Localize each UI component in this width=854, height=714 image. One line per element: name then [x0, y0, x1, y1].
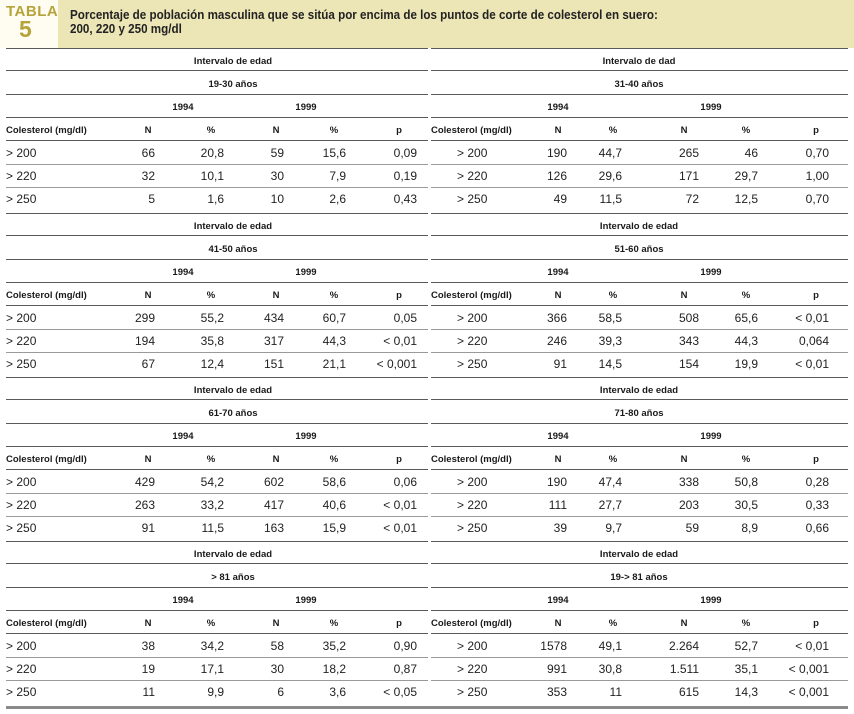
cell-p-value: < 0,01 [383, 521, 417, 535]
cell-n-1999: 154 [678, 357, 699, 371]
cell-n-1994: 5 [148, 192, 155, 206]
cell-pct-1994: 9,7 [605, 521, 622, 535]
cell-pct-1994: 11,5 [201, 521, 224, 535]
row-label: > 200 [6, 639, 37, 653]
cell-pct-1999: 60,7 [322, 311, 346, 325]
cell-p-value: 0,064 [798, 334, 829, 348]
table-header [0, 0, 854, 48]
cell-n-1994: 91 [141, 521, 155, 535]
table-title-line-2: 200, 220 y 250 mg/dl [70, 22, 182, 36]
row-label: > 220 [6, 498, 37, 512]
age-range: 71-80 años [614, 408, 664, 419]
group-label: Intervalo de edad [599, 549, 679, 560]
col-header-n-1999: N [680, 454, 688, 465]
table-row [431, 377, 848, 538]
cell-n-1994: 429 [134, 475, 155, 489]
group-label: Intervalo de edad [193, 221, 273, 232]
cell-pct-1999: 30,5 [734, 498, 758, 512]
cell-n-1994: 299 [134, 311, 155, 325]
row-label: > 220 [6, 169, 37, 183]
age-panel [6, 541, 428, 702]
col-header-n-1999: N [272, 125, 280, 136]
col-header-pct-1994: % [206, 125, 216, 136]
cell-pct-1994: 27,7 [598, 498, 622, 512]
cell-p-value: < 0,01 [383, 498, 417, 512]
cell-n-1994: 19 [141, 662, 155, 676]
col-header-n-1994: N [144, 125, 152, 136]
table-row [6, 377, 428, 538]
year-1999: 1999 [700, 102, 722, 113]
col-header-n-1994: N [554, 290, 562, 301]
group-label: Intervalo de edad [193, 56, 273, 67]
table-number-box [0, 0, 58, 48]
table-row [6, 541, 428, 702]
cell-pct-1994: 20,8 [200, 146, 224, 160]
col-header-p: p [396, 290, 402, 301]
row-label: > 220 [6, 662, 37, 676]
cell-n-1999: 317 [263, 334, 284, 348]
cell-n-1999: 602 [263, 475, 284, 489]
age-range: 61-70 años [208, 408, 258, 419]
col-header-n-1999: N [272, 454, 280, 465]
row-label: > 220 [457, 662, 488, 676]
year-1999: 1999 [295, 102, 317, 113]
cell-pct-1994: 58,5 [598, 311, 622, 325]
cell-pct-1994: 54,2 [200, 475, 224, 489]
cell-p-value: 0,70 [805, 192, 829, 206]
col-header-colesterol: Colesterol (mg/dl) [6, 290, 87, 301]
col-header-colesterol: Colesterol (mg/dl) [431, 618, 512, 629]
cell-n-1999: 59 [270, 146, 284, 160]
year-1994: 1994 [172, 102, 194, 113]
table-title-line-1: Porcentaje de población masculina que se sitúa por encima de los puntos de corte de colesterol en suero: [70, 8, 658, 22]
group-label: Intervalo de edad [599, 385, 679, 396]
cell-p-value: 0,70 [805, 146, 829, 160]
table-row [431, 541, 848, 702]
cell-pct-1994: 12,4 [200, 357, 224, 371]
row-label: > 250 [6, 685, 37, 699]
col-header-p: p [813, 618, 819, 629]
year-1994: 1994 [547, 267, 569, 278]
cell-n-1994: 49 [553, 192, 567, 206]
cell-p-value: 0,33 [805, 498, 829, 512]
cell-pct-1999: 44,3 [322, 334, 346, 348]
age-panel [6, 377, 428, 538]
col-header-pct-1994: % [608, 290, 618, 301]
table-number: 5 [19, 16, 32, 42]
age-panel [431, 213, 848, 374]
cell-n-1994: 991 [546, 662, 567, 676]
cell-pct-1994: 10,1 [200, 169, 224, 183]
age-range: 19-> 81 años [610, 572, 668, 583]
cell-n-1999: 6 [277, 685, 284, 699]
col-header-pct-1999: % [329, 454, 339, 465]
table-row [6, 213, 428, 374]
cell-n-1999: 1.511 [669, 662, 699, 676]
cell-pct-1999: 18,2 [322, 662, 346, 676]
cell-n-1999: 417 [263, 498, 284, 512]
year-1994: 1994 [547, 431, 569, 442]
cell-n-1994: 39 [553, 521, 567, 535]
age-range: 51-60 años [614, 244, 664, 255]
cell-n-1994: 366 [546, 311, 567, 325]
cell-pct-1999: 50,8 [734, 475, 758, 489]
row-label: > 200 [457, 311, 488, 325]
cell-pct-1994: 11,5 [599, 192, 622, 206]
row-label: > 220 [457, 169, 488, 183]
year-1994: 1994 [547, 595, 569, 606]
cell-n-1994: 11 [142, 685, 155, 699]
age-panel [431, 48, 848, 209]
cell-n-1999: 508 [678, 311, 699, 325]
cell-n-1999: 2.264 [668, 639, 699, 653]
cell-n-1999: 72 [685, 192, 699, 206]
age-range: > 81 años [211, 572, 255, 583]
cell-pct-1994: 55,2 [200, 311, 224, 325]
cell-pct-1999: 15,9 [322, 521, 346, 535]
year-1999: 1999 [700, 431, 722, 442]
col-header-pct-1999: % [329, 618, 339, 629]
year-1994: 1994 [547, 102, 569, 113]
col-header-n-1999: N [272, 290, 280, 301]
cell-n-1999: 203 [678, 498, 699, 512]
group-label: Intervalo de edad [193, 385, 273, 396]
cell-n-1994: 263 [134, 498, 155, 512]
cell-n-1999: 343 [678, 334, 699, 348]
table-row [431, 48, 848, 209]
row-label: > 220 [457, 498, 488, 512]
col-header-p: p [396, 125, 402, 136]
row-label: > 250 [457, 685, 488, 699]
cell-pct-1994: 34,2 [200, 639, 224, 653]
row-label: > 250 [6, 521, 37, 535]
cell-pct-1994: 11 [609, 685, 622, 699]
cell-pct-1999: 2,6 [329, 192, 346, 206]
col-header-p: p [813, 454, 819, 465]
cell-p-value: 0,43 [393, 192, 417, 206]
col-header-n-1994: N [144, 454, 152, 465]
row-label: > 200 [6, 475, 37, 489]
row-label: > 200 [457, 475, 488, 489]
age-range: 41-50 años [208, 244, 258, 255]
cell-n-1994: 38 [141, 639, 155, 653]
cell-pct-1999: 8,9 [741, 521, 758, 535]
cell-p-value: 0,28 [805, 475, 829, 489]
cell-p-value: < 0,01 [795, 357, 829, 371]
year-1994: 1994 [172, 595, 194, 606]
cell-pct-1999: 7,9 [329, 169, 346, 183]
cell-p-value: < 0,001 [376, 357, 417, 371]
cell-pct-1999: 58,6 [322, 475, 346, 489]
year-1994: 1994 [172, 431, 194, 442]
col-header-n-1999: N [680, 125, 688, 136]
cell-pct-1994: 14,5 [598, 357, 622, 371]
cell-n-1994: 66 [141, 146, 155, 160]
col-header-pct-1994: % [608, 454, 618, 465]
year-1999: 1999 [295, 431, 317, 442]
col-header-pct-1999: % [741, 125, 751, 136]
col-header-pct-1999: % [329, 125, 339, 136]
col-header-n-1999: N [680, 290, 688, 301]
group-label: Intervalo de dad [602, 56, 676, 67]
age-range: 19-30 años [208, 79, 258, 90]
cell-pct-1999: 65,6 [734, 311, 758, 325]
table-title [58, 0, 854, 48]
col-header-p: p [396, 454, 402, 465]
col-header-n-1999: N [272, 618, 280, 629]
cell-n-1994: 190 [546, 146, 567, 160]
cell-pct-1994: 35,8 [200, 334, 224, 348]
cell-pct-1994: 44,7 [598, 146, 622, 160]
cell-n-1994: 126 [546, 169, 567, 183]
row-label: > 250 [6, 357, 37, 371]
col-header-pct-1994: % [206, 290, 216, 301]
year-1999: 1999 [700, 267, 722, 278]
row-label: > 200 [6, 146, 37, 160]
row-label: > 250 [457, 521, 488, 535]
group-label: Intervalo de edad [599, 221, 679, 232]
cell-n-1999: 163 [263, 521, 284, 535]
cell-p-value: 0,09 [393, 146, 417, 160]
cell-p-value: < 0,01 [795, 311, 829, 325]
cell-n-1999: 30 [270, 662, 284, 676]
cell-p-value: < 0,001 [788, 662, 829, 676]
cell-pct-1994: 47,4 [598, 475, 622, 489]
cell-p-value: < 0,001 [788, 685, 829, 699]
col-header-colesterol: Colesterol (mg/dl) [6, 125, 87, 136]
row-label: > 220 [6, 334, 37, 348]
cell-n-1999: 171 [678, 169, 699, 183]
cell-n-1994: 246 [546, 334, 567, 348]
col-header-colesterol: Colesterol (mg/dl) [6, 618, 87, 629]
cell-p-value: < 0,01 [383, 334, 417, 348]
col-header-n-1994: N [554, 618, 562, 629]
cell-n-1999: 434 [263, 311, 284, 325]
cell-n-1999: 151 [263, 357, 284, 371]
bottom-rule [6, 706, 848, 709]
col-header-pct-1999: % [741, 618, 751, 629]
cell-n-1999: 59 [685, 521, 699, 535]
cell-pct-1994: 9,9 [207, 685, 224, 699]
cell-pct-1999: 52,7 [734, 639, 758, 653]
cell-pct-1999: 35,2 [322, 639, 346, 653]
cell-p-value: 0,66 [805, 521, 829, 535]
cell-pct-1999: 46 [744, 146, 758, 160]
cell-pct-1999: 12,5 [734, 192, 758, 206]
cell-n-1994: 91 [553, 357, 567, 371]
col-header-pct-1994: % [608, 125, 618, 136]
cell-p-value: 0,87 [393, 662, 417, 676]
col-header-pct-1994: % [608, 618, 618, 629]
col-header-pct-1999: % [741, 290, 751, 301]
cell-pct-1999: 35,1 [734, 662, 758, 676]
table-row [6, 48, 428, 209]
cell-pct-1994: 29,6 [598, 169, 622, 183]
cell-pct-1999: 29,7 [734, 169, 758, 183]
cell-pct-1994: 1,6 [207, 192, 224, 206]
cell-p-value: 0,06 [393, 475, 417, 489]
cell-p-value: 0,05 [393, 311, 417, 325]
cell-p-value: 0,19 [393, 169, 417, 183]
cell-pct-1994: 49,1 [598, 639, 622, 653]
age-panel [431, 377, 848, 538]
cell-pct-1994: 30,8 [598, 662, 622, 676]
table-row [431, 213, 848, 374]
age-panel [6, 213, 428, 374]
col-header-pct-1999: % [329, 290, 339, 301]
cell-n-1999: 10 [270, 192, 284, 206]
year-1994: 1994 [172, 267, 194, 278]
cell-n-1994: 111 [548, 498, 567, 512]
col-header-colesterol: Colesterol (mg/dl) [6, 454, 87, 465]
cell-pct-1994: 33,2 [200, 498, 224, 512]
cell-p-value: 0,90 [393, 639, 417, 653]
cell-pct-1999: 40,6 [322, 498, 346, 512]
row-label: > 250 [457, 357, 488, 371]
col-header-colesterol: Colesterol (mg/dl) [431, 454, 512, 465]
cell-n-1999: 58 [270, 639, 284, 653]
cell-n-1999: 265 [678, 146, 699, 160]
table-label: TABLA [6, 3, 59, 20]
col-header-n-1994: N [144, 618, 152, 629]
year-1999: 1999 [295, 267, 317, 278]
col-header-pct-1994: % [206, 454, 216, 465]
col-header-n-1994: N [144, 290, 152, 301]
row-label: > 200 [457, 146, 488, 160]
col-header-pct-1999: % [741, 454, 751, 465]
age-range: 31-40 años [614, 79, 664, 90]
cell-n-1994: 353 [546, 685, 567, 699]
row-label: > 220 [457, 334, 488, 348]
cell-pct-1999: 21,1 [322, 357, 346, 371]
col-header-colesterol: Colesterol (mg/dl) [431, 125, 512, 136]
cell-p-value: < 0,01 [795, 639, 829, 653]
col-header-pct-1994: % [206, 618, 216, 629]
cell-pct-1994: 17,1 [200, 662, 224, 676]
col-header-p: p [396, 618, 402, 629]
age-panel [431, 541, 848, 702]
year-1999: 1999 [700, 595, 722, 606]
cell-n-1999: 338 [678, 475, 699, 489]
col-header-n-1994: N [554, 454, 562, 465]
cell-p-value: 1,00 [805, 169, 829, 183]
row-label: > 250 [6, 192, 37, 206]
age-panel [6, 48, 428, 209]
year-1999: 1999 [295, 595, 317, 606]
cell-n-1994: 190 [546, 475, 567, 489]
col-header-n-1999: N [680, 618, 688, 629]
cell-n-1994: 32 [141, 169, 155, 183]
col-header-colesterol: Colesterol (mg/dl) [431, 290, 512, 301]
row-label: > 250 [457, 192, 488, 206]
cell-p-value: < 0,05 [383, 685, 417, 699]
cell-pct-1994: 39,3 [598, 334, 622, 348]
cell-n-1994: 194 [134, 334, 155, 348]
col-header-p: p [813, 290, 819, 301]
group-label: Intervalo de edad [193, 549, 273, 560]
cell-pct-1999: 19,9 [734, 357, 758, 371]
row-label: > 200 [457, 639, 488, 653]
cell-pct-1999: 15,6 [322, 146, 346, 160]
cell-pct-1999: 14,3 [734, 685, 758, 699]
col-header-n-1994: N [554, 125, 562, 136]
cell-n-1994: 1578 [540, 639, 567, 653]
cell-n-1994: 67 [141, 357, 155, 371]
row-label: > 200 [6, 311, 37, 325]
cell-pct-1999: 3,6 [329, 685, 346, 699]
col-header-p: p [813, 125, 819, 136]
cell-n-1999: 615 [678, 685, 699, 699]
cell-pct-1999: 44,3 [734, 334, 758, 348]
cell-n-1999: 30 [270, 169, 284, 183]
